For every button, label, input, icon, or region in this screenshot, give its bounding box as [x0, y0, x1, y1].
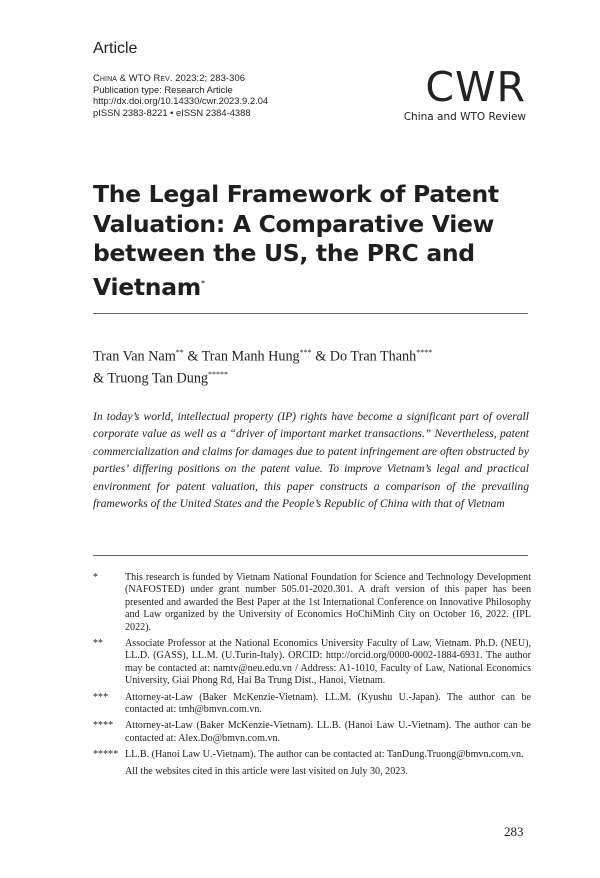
title-footnote-marker: * — [200, 278, 205, 288]
abstract: In today’s world, intellectual property (IP) rights have become a significant part of overall corporate value as well as a “driver of important market transactions.” Nevertheless, patent commercialization and claims for damages due to patent infringement are often obstructed by parties’ differing positions on the patent value. To improve Vietnam’s legal and practical environment for patent valuation, this paper constructs a comparison of the prevailing frameworks of the United States and the People’s Republic of China with that of Vietnam — [93, 410, 529, 511]
footnote-mark: ** — [93, 638, 104, 650]
journal-logo — [386, 63, 526, 123]
doi-link[interactable]: http://dx.doi.org/10.14330/cwr.2023.9.2.04 — [93, 95, 269, 107]
author-marker: ** — [175, 348, 184, 357]
author-name: Tran Van Nam — [93, 348, 176, 365]
footnote-mark: * — [93, 572, 99, 583]
footnote-text: LL.B. (Hanoi Law U.-Vietnam). The author can be contacted at: TanDung.Truong@bmvn.com.vn. — [125, 749, 524, 761]
footnote-mark: ***** — [93, 749, 119, 761]
author-marker: *** — [299, 348, 312, 357]
author-marker: **** — [416, 348, 433, 357]
issn: pISSN 2383-8221 • eISSN 2384-4388 — [93, 106, 251, 118]
author-name: Tran Manh Hung — [201, 348, 300, 365]
section-label: Article — [93, 40, 138, 57]
footnote-divider — [93, 555, 528, 556]
page-number: 283 — [504, 824, 524, 839]
author-name: & Truong Tan Dung — [93, 370, 209, 387]
title-divider — [93, 313, 528, 314]
footnote-text: Attorney-at-Law (Baker McKenzie-Vietnam). LL.B. (Hanoi Law U.-Vietnam). The author can be contacted at: Alex.Do@bmvn.com.vn. — [125, 720, 531, 744]
footnote-text: This research is funded by Vietnam National Foundation for Science and Technology Development (NAFOSTED) under grant number 505.01-2020.301. A draft version of this paper has been presented and awarded the Best Paper at the 1st International Conference on Innovative Philosophy and Law organized by the University of Economics HoChiMinh City on October 16, 2022. (IPL 2022). — [125, 572, 531, 633]
journal-citation: China & WTO Rev. 2023:2; 283-306 — [93, 72, 246, 83]
logo-subtitle: China and WTO Review — [403, 111, 526, 123]
publication-type: Publication type: Research Article — [93, 83, 233, 95]
footnote-mark: **** — [93, 720, 114, 732]
footnotes — [93, 572, 531, 778]
footnote-text: Attorney-at-Law (Baker McKenzie-Vietnam). LL.M. (Kyushu U.-Japan). The author can be contacted at: tmh@bmvn.com.vn. — [125, 691, 531, 716]
footnote — [93, 692, 531, 717]
author-separator: & — [183, 348, 202, 365]
author-marker: ***** — [208, 370, 229, 380]
footnote — [93, 749, 531, 761]
footnote — [93, 638, 531, 688]
author-name: Do Tran Thanh — [329, 348, 417, 365]
logo-acronym: CWR — [425, 63, 526, 111]
footnote-mark: *** — [93, 691, 109, 703]
author-list — [93, 344, 533, 388]
footnote — [93, 572, 531, 634]
footnote-text: Associate Professor at the National Economics University Faculty of Law, Vietnam. Ph.D. (NEU), LL.D. (GASS), LL.M. (U.Turin-Italy). ORCID: http://orcid.org/0000-0002-1884-6931. The author may be contacted at: namtv@neu.edu.vn / Address: A1-1010, Faculty of Law, National Economics University, Giai Phong Rd, Hai Ba Trung Dist., Hanoi, Vietnam. — [125, 638, 531, 687]
footnote — [93, 720, 531, 745]
websites-note: All the websites cited in this article were last visited on July 30, 2023. — [125, 765, 408, 777]
paper-title — [93, 180, 513, 302]
title-text: The Legal Framework of Patent Valuation: A Comparative View between the US, the PRC and Vietnam — [93, 180, 499, 301]
author-separator: & — [311, 348, 330, 365]
publication-metadata — [93, 72, 268, 118]
